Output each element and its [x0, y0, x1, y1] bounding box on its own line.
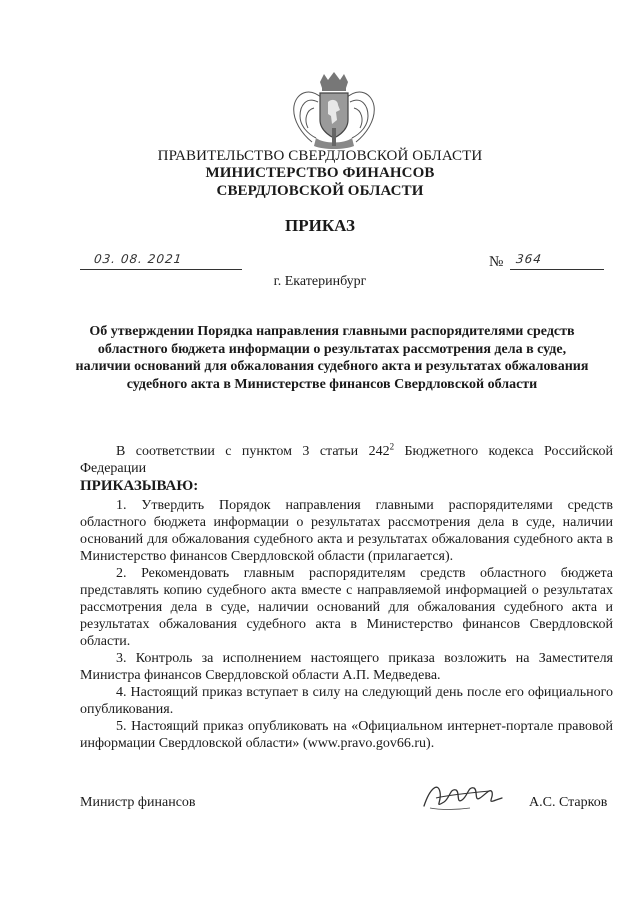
handwritten-date: 03. 08. 2021: [93, 252, 184, 266]
number-sign: №: [489, 254, 504, 270]
order-item-1: 1. Утвердить Порядок направления главными распорядителями средств областного бюджета информации о результатах рассмотрения дела в суде, наличии оснований для обжалования судебного акта и результатах обжалования судебного акта в Министерство финансов Свердловской области (прилагается).: [80, 498, 613, 564]
intro-text-start: В соответствии с пунктом 3 статьи 242: [116, 444, 390, 459]
city: г. Екатеринбург: [273, 274, 367, 289]
order-item-3: 3. Контроль за исполнением настоящего приказа возложить на Заместителя Министра финансов Свердловской области А.П. Медведева.: [80, 651, 613, 683]
document-title: Об утверждении Порядка направления главными распорядителями средств областного бюджета информации о результатах рассмотрения дела в суде, наличии оснований для обжалования судебного акта и результатах обжалования судебного акта в Министерстве финансов Свердловской области: [75, 324, 589, 392]
order-items: [80, 497, 613, 752]
signatory-position: Министр финансов: [80, 795, 196, 810]
order-word: ПРИКАЗЫВАЮ:: [80, 478, 199, 494]
order-item-2: 2. Рекомендовать главным распорядителям средств областного бюджета представлять копию судебного акта вместе с направляемой информацией о результатах рассмотрения дела в суде, наличии оснований для обжалования судебного акта и результатах обжалования судебного акта в Министерство финансов Свердловской области.: [80, 566, 613, 649]
intro-superscript: 2: [389, 441, 395, 452]
intro-line-2: Федерации: [80, 461, 147, 476]
handwritten-signature: [420, 778, 505, 814]
intro-paragraph: [80, 443, 613, 477]
intro-text-end: Бюджетного кодекса Российской: [394, 444, 614, 459]
ministry-name: МИНИСТЕРСТВО ФИНАНСОВ: [205, 165, 435, 181]
number-field: [510, 254, 604, 270]
document-type: ПРИКАЗ: [285, 216, 355, 235]
ministry-region: СВЕРДЛОВСКОЙ ОБЛАСТИ: [216, 183, 424, 199]
coat-of-arms-emblem: [288, 72, 380, 152]
date-field: [80, 254, 242, 270]
handwritten-number: 364: [515, 252, 543, 266]
government-name: ПРАВИТЕЛЬСТВО СВЕРДЛОВСКОЙ ОБЛАСТИ: [157, 148, 483, 164]
order-item-5: 5. Настоящий приказ опубликовать на «Официальном интернет-портале правовой информации Свердловской области» (www.pravo.gov66.ru).: [80, 719, 613, 751]
order-item-4: 4. Настоящий приказ вступает в силу на следующий день после его официального опубликования.: [80, 685, 613, 717]
signatory-name: А.С. Старков: [529, 795, 608, 810]
